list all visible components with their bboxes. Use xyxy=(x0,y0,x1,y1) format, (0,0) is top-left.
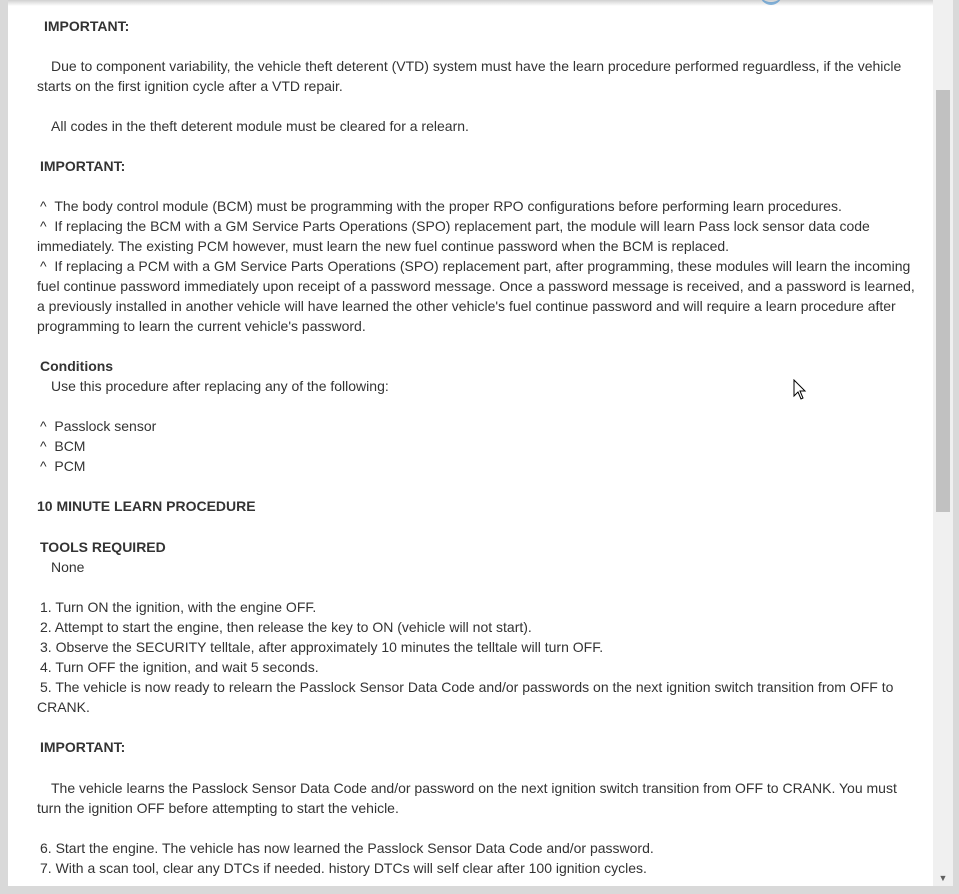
service-document xyxy=(37,16,917,878)
procedure-step: 2. Attempt to start the engine, then release the key to ON (vehicle will not start). xyxy=(40,619,532,635)
mouse-pointer-icon xyxy=(793,379,807,401)
procedure-step: 6. Start the engine. The vehicle has now learned the Passlock Sensor Data Code and/or password. xyxy=(40,840,654,856)
bullet-item: ^ If replacing a PCM with a GM Service Parts Operations (SPO) replacement part, after programming, these modules will learn the incoming fuel continue password immediately upon receipt of a password message. Once a password message is received, and a password is learned, a previously installed in another vehicle will have learned the other vehicle's fuel continue password and will require a learn procedure after programming to learn the current vehicle's password. xyxy=(37,256,917,336)
vertical-scrollbar[interactable] xyxy=(933,0,953,886)
tools-heading: TOOLS REQUIRED xyxy=(40,539,166,555)
important-heading: IMPORTANT: xyxy=(44,18,130,34)
tools-value: None xyxy=(51,559,85,575)
important-heading: IMPORTANT: xyxy=(40,158,126,174)
condition-item: ^ Passlock sensor xyxy=(37,416,917,436)
procedure-heading: 10 MINUTE LEARN PROCEDURE xyxy=(37,498,256,514)
procedure-step: 3. Observe the SECURITY telltale, after approximately 10 minutes the telltale will turn OFF. xyxy=(40,639,604,655)
procedure-step: 5. The vehicle is now ready to relearn the Passlock Sensor Data Code and/or passwords on the next ignition switch transition from OFF to CRANK. xyxy=(37,679,894,715)
vtd-paragraph: Due to component variability, the vehicle theft deterent (VTD) system must have the learn procedure performed reguardless, if the vehicle starts on the first ignition cycle after a VTD repair. xyxy=(37,58,902,94)
conditions-text: Use this procedure after replacing any of the following: xyxy=(51,378,389,394)
learns-paragraph: The vehicle learns the Passlock Sensor Data Code and/or password on the next ignition switch transition from OFF to CRANK. You must turn the ignition OFF before attempting to start the vehicle. xyxy=(37,780,897,816)
window-frame-left xyxy=(0,0,8,894)
header-shadow xyxy=(8,0,933,6)
important-heading: IMPORTANT: xyxy=(40,739,126,755)
scroll-down-arrow-icon[interactable]: ▼ xyxy=(938,873,948,883)
procedure-step: 7. With a scan tool, clear any DTCs if needed. history DTCs will self clear after 100 ignition cycles. xyxy=(40,860,647,876)
scrollbar-thumb[interactable] xyxy=(936,90,950,512)
condition-item: ^ BCM xyxy=(37,436,917,456)
window-frame-right xyxy=(953,0,959,894)
codes-paragraph: All codes in the theft deterent module must be cleared for a relearn. xyxy=(51,118,469,134)
procedure-step: 4. Turn OFF the ignition, and wait 5 seconds. xyxy=(40,659,319,675)
procedure-step: 1. Turn ON the ignition, with the engine OFF. xyxy=(40,599,317,615)
condition-item: ^ PCM xyxy=(37,456,917,476)
bullet-item: ^ If replacing the BCM with a GM Service Parts Operations (SPO) replacement part, the module will learn Pass lock sensor data code immediately. The existing PCM however, must learn the new fuel continue password when the BCM is replaced. xyxy=(37,216,917,256)
conditions-heading: Conditions xyxy=(40,358,114,374)
document-viewport xyxy=(8,0,933,886)
bullet-item: ^ The body control module (BCM) must be programming with the proper RPO configurations before performing learn procedures. xyxy=(37,196,917,216)
window-frame-bottom xyxy=(0,886,959,894)
